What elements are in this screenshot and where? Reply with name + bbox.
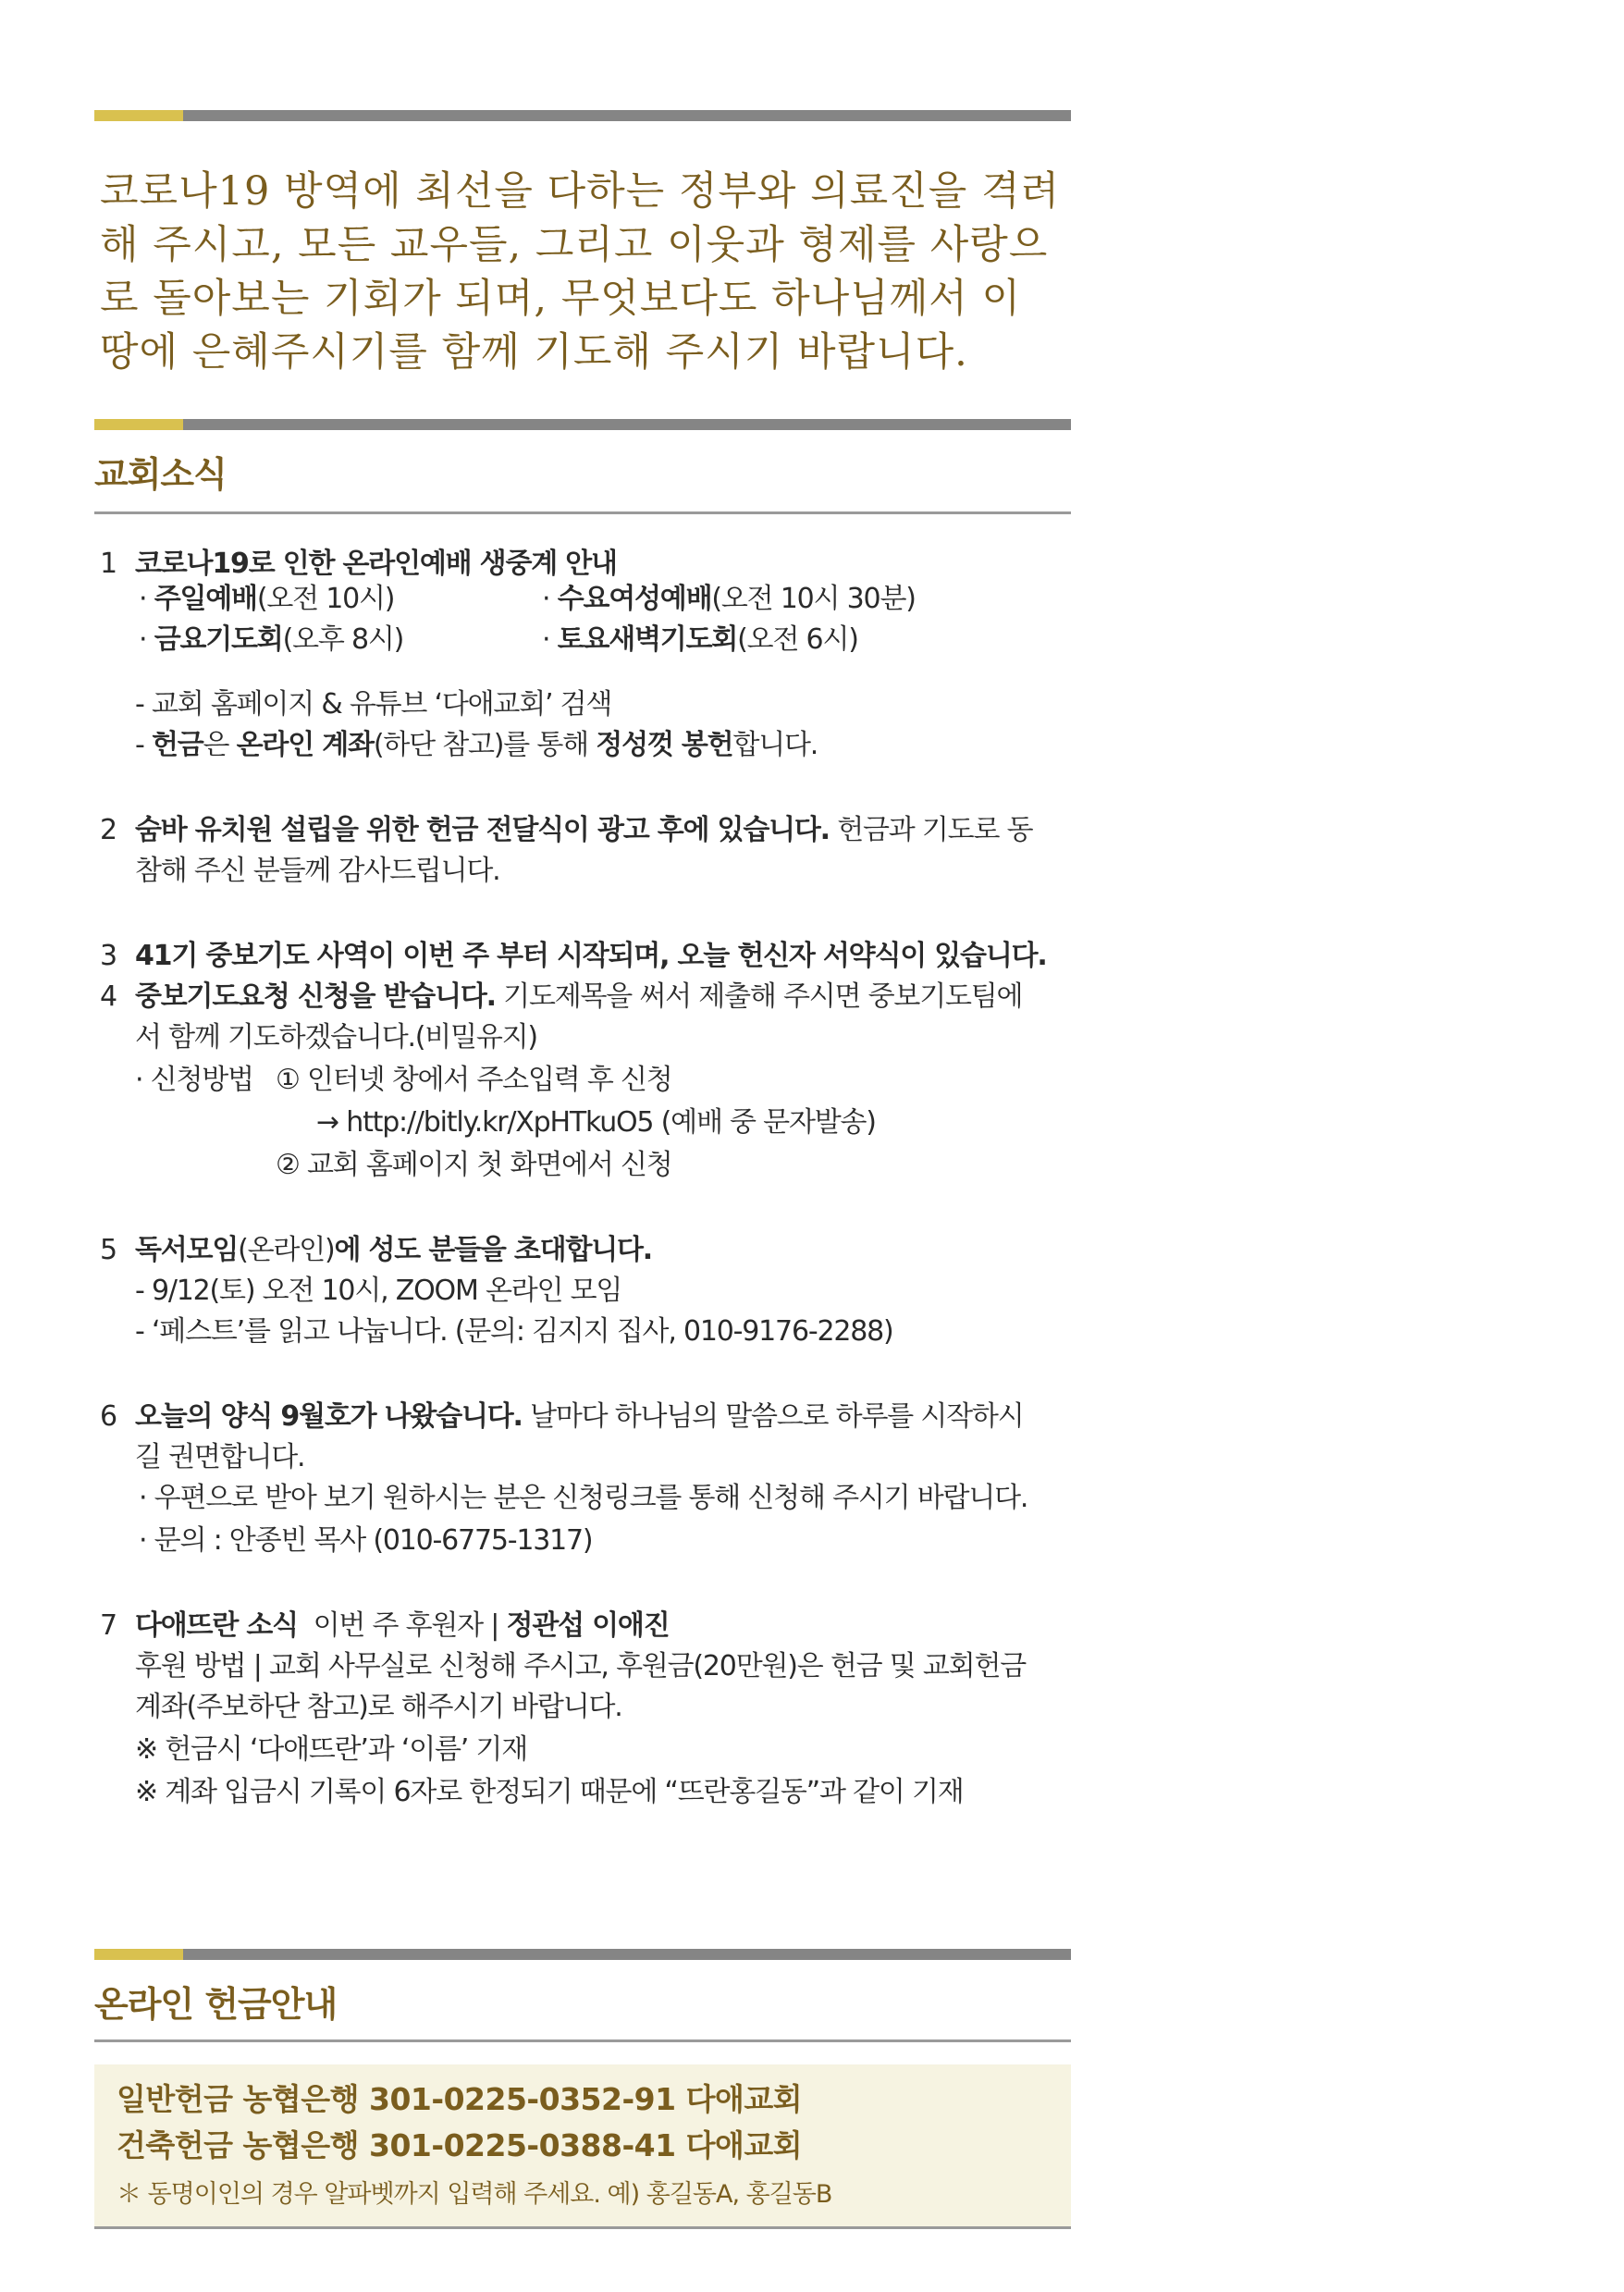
item-title: 다애뜨란 소식 — [135, 1609, 298, 1642]
emphasis: 정성껏 봉헌 — [596, 729, 733, 761]
text: (하단 참고)를 통해 — [373, 729, 597, 761]
sponsor-names: 정관섭 이애진 — [506, 1609, 670, 1642]
news-item-5-line-3: - ‘페스트’를 읽고 나눕니다. (문의: 김지지 집사, 010-9176-2288) — [135, 1315, 893, 1348]
item-title: 코로나19로 인한 온라인예배 생중계 안내 — [135, 548, 617, 580]
divider-bar — [183, 1949, 1071, 1960]
offering-note: ＊ 동명이인의 경우 알파벳까지 입력해 주세요. 예) 홍길동A, 홍길동B — [117, 2180, 832, 2209]
service-wednesday — [542, 581, 916, 618]
emphasis: 온라인 계좌 — [236, 729, 374, 761]
news-item-7-line-1 — [100, 1608, 669, 1645]
general-offering-account: 일반헌금 농협은행 301-0225-0352-91 다애교회 — [117, 2081, 803, 2117]
news-item-6-line-2: 길 권면합니다. — [135, 1441, 305, 1473]
service-time: (오전 10시) — [256, 583, 395, 615]
bullet: · — [139, 583, 147, 615]
divider-bar — [183, 110, 1071, 121]
apply-link[interactable]: → http://bitly.kr/XpHTkuO5 (예배 중 문자발송) — [316, 1106, 876, 1139]
item-text: 기도제목을 써서 제출해 주시면 중보기도팀에 — [495, 980, 1023, 1013]
news-divider — [94, 419, 1071, 430]
item-title: 중보기도요청 신청을 받습니다. — [135, 980, 496, 1013]
prayer-line: 땅에 은혜주시기를 함께 기도해 주시기 바랍니다. — [100, 329, 968, 376]
bullet: · — [542, 623, 550, 656]
news-item-2-line-2: 참해 주신 분들께 감사드립니다. — [135, 855, 500, 887]
news-item-1-title — [100, 546, 617, 583]
service-time: (오전 6시) — [737, 623, 858, 656]
apply-method-label: · 신청방법 — [135, 1064, 253, 1096]
prayer-line: 코로나19 방역에 최선을 다하는 정부와 의료진을 격려 — [100, 168, 1061, 215]
item-title: 41기 중보기도 사역이 이번 주 부터 시작되며, 오늘 헌신자 서약식이 있습니다. — [135, 940, 1047, 972]
divider-bar — [183, 419, 1071, 430]
service-name: 수요여성예배 — [557, 583, 712, 615]
news-item-4-line-2: 서 함께 기도하겠습니다.(비밀유지) — [135, 1021, 537, 1054]
item-text: (온라인) — [238, 1234, 335, 1266]
item-title: 숨바 유치원 설립을 위한 헌금 전달식이 광고 후에 있습니다. — [135, 814, 830, 846]
item-title: 에 성도 분들을 초대합니다. — [334, 1234, 652, 1266]
item-number: 5 — [100, 1234, 117, 1266]
bullet: · — [139, 623, 147, 656]
item-number: 1 — [100, 548, 117, 580]
news-item-5-line-1 — [100, 1232, 652, 1269]
service-name: 금요기도회 — [154, 623, 283, 656]
item-number: 2 — [100, 814, 117, 846]
offering-bottom-rule — [94, 2226, 1071, 2229]
news-item-7-line-3: 계좌(주보하단 참고)로 해주시기 바랍니다. — [135, 1691, 622, 1723]
news-item-1-note-1: - 교회 홈페이지 & 유튜브 ‘다애교회’ 검색 — [135, 688, 612, 721]
news-item-7-note-2: ※ 계좌 입금시 기록이 6자로 한정되기 때문에 “뜨란홍길동”과 같이 기재 — [135, 1776, 964, 1808]
service-time: (오전 10시 30분) — [711, 583, 916, 615]
news-item-4-line-1 — [100, 979, 1022, 1016]
text: 합니다. — [732, 729, 818, 761]
news-item-2-line-1 — [100, 812, 1032, 849]
text: 은 — [203, 729, 237, 761]
prayer-line: 해 주시고, 모든 교우들, 그리고 이웃과 형제를 사랑으 — [100, 222, 1049, 268]
divider-accent — [94, 419, 183, 430]
divider-accent — [94, 110, 183, 121]
offering-info-box — [94, 2064, 1071, 2228]
service-name: 토요새벽기도회 — [557, 623, 738, 656]
top-divider — [94, 110, 1071, 121]
news-item-6-bullet-2: · 문의 : 안종빈 목사 (010-6775-1317) — [139, 1524, 593, 1557]
building-offering-account: 건축헌금 농협은행 301-0225-0388-41 다애교회 — [117, 2127, 803, 2163]
news-item-7-note-1: ※ 헌금시 ‘다애뜨란’과 ‘이름’ 기재 — [135, 1733, 527, 1766]
item-number: 4 — [100, 980, 117, 1013]
news-item-6-bullet-1: · 우편으로 받아 보기 원하시는 분은 신청링크를 통해 신청해 주시기 바랍니다. — [139, 1482, 1028, 1514]
emphasis: 헌금 — [151, 729, 203, 761]
service-saturday — [542, 622, 858, 659]
news-item-3 — [100, 938, 1047, 975]
item-title: 오늘의 양식 9월호가 나왔습니다. — [135, 1400, 523, 1433]
prayer-paragraph — [100, 165, 1071, 379]
item-text: 헌금과 기도로 동 — [829, 814, 1033, 846]
service-sunday — [139, 581, 394, 618]
service-time: (오후 8시) — [282, 623, 404, 656]
item-number: 3 — [100, 940, 117, 972]
news-section-title: 교회소식 — [94, 454, 227, 495]
news-item-1-note-2 — [135, 727, 818, 764]
item-text: 날마다 하나님의 말씀으로 하루를 시작하시 — [522, 1400, 1024, 1433]
item-number: 6 — [100, 1400, 117, 1433]
item-text: 이번 주 후원자 | — [297, 1609, 507, 1642]
service-name: 주일예배 — [154, 583, 257, 615]
bullet: · — [542, 583, 550, 615]
divider-accent — [94, 1949, 183, 1960]
news-item-7-line-2: 후원 방법 | 교회 사무실로 신청해 주시고, 후원금(20만원)은 헌금 및 교회헌금 — [135, 1650, 1027, 1682]
offering-divider — [94, 1949, 1071, 1960]
news-title-rule — [94, 511, 1071, 514]
dash: - — [135, 729, 152, 761]
news-item-5-line-2: - 9/12(토) 오전 10시, ZOOM 온라인 모임 — [135, 1275, 622, 1307]
offering-title-rule — [94, 2039, 1071, 2042]
service-friday — [139, 622, 403, 659]
apply-method-1: ① 인터넷 창에서 주소입력 후 신청 — [276, 1064, 672, 1096]
offering-section-title: 온라인 헌금안내 — [94, 1984, 338, 2025]
item-title: 독서모임 — [135, 1234, 239, 1266]
apply-method-2: ② 교회 홈페이지 첫 화면에서 신청 — [276, 1149, 672, 1181]
news-item-6-line-1 — [100, 1399, 1023, 1436]
item-number: 7 — [100, 1609, 117, 1642]
prayer-line: 로 돌아보는 기회가 되며, 무엇보다도 하나님께서 이 — [100, 276, 1021, 322]
